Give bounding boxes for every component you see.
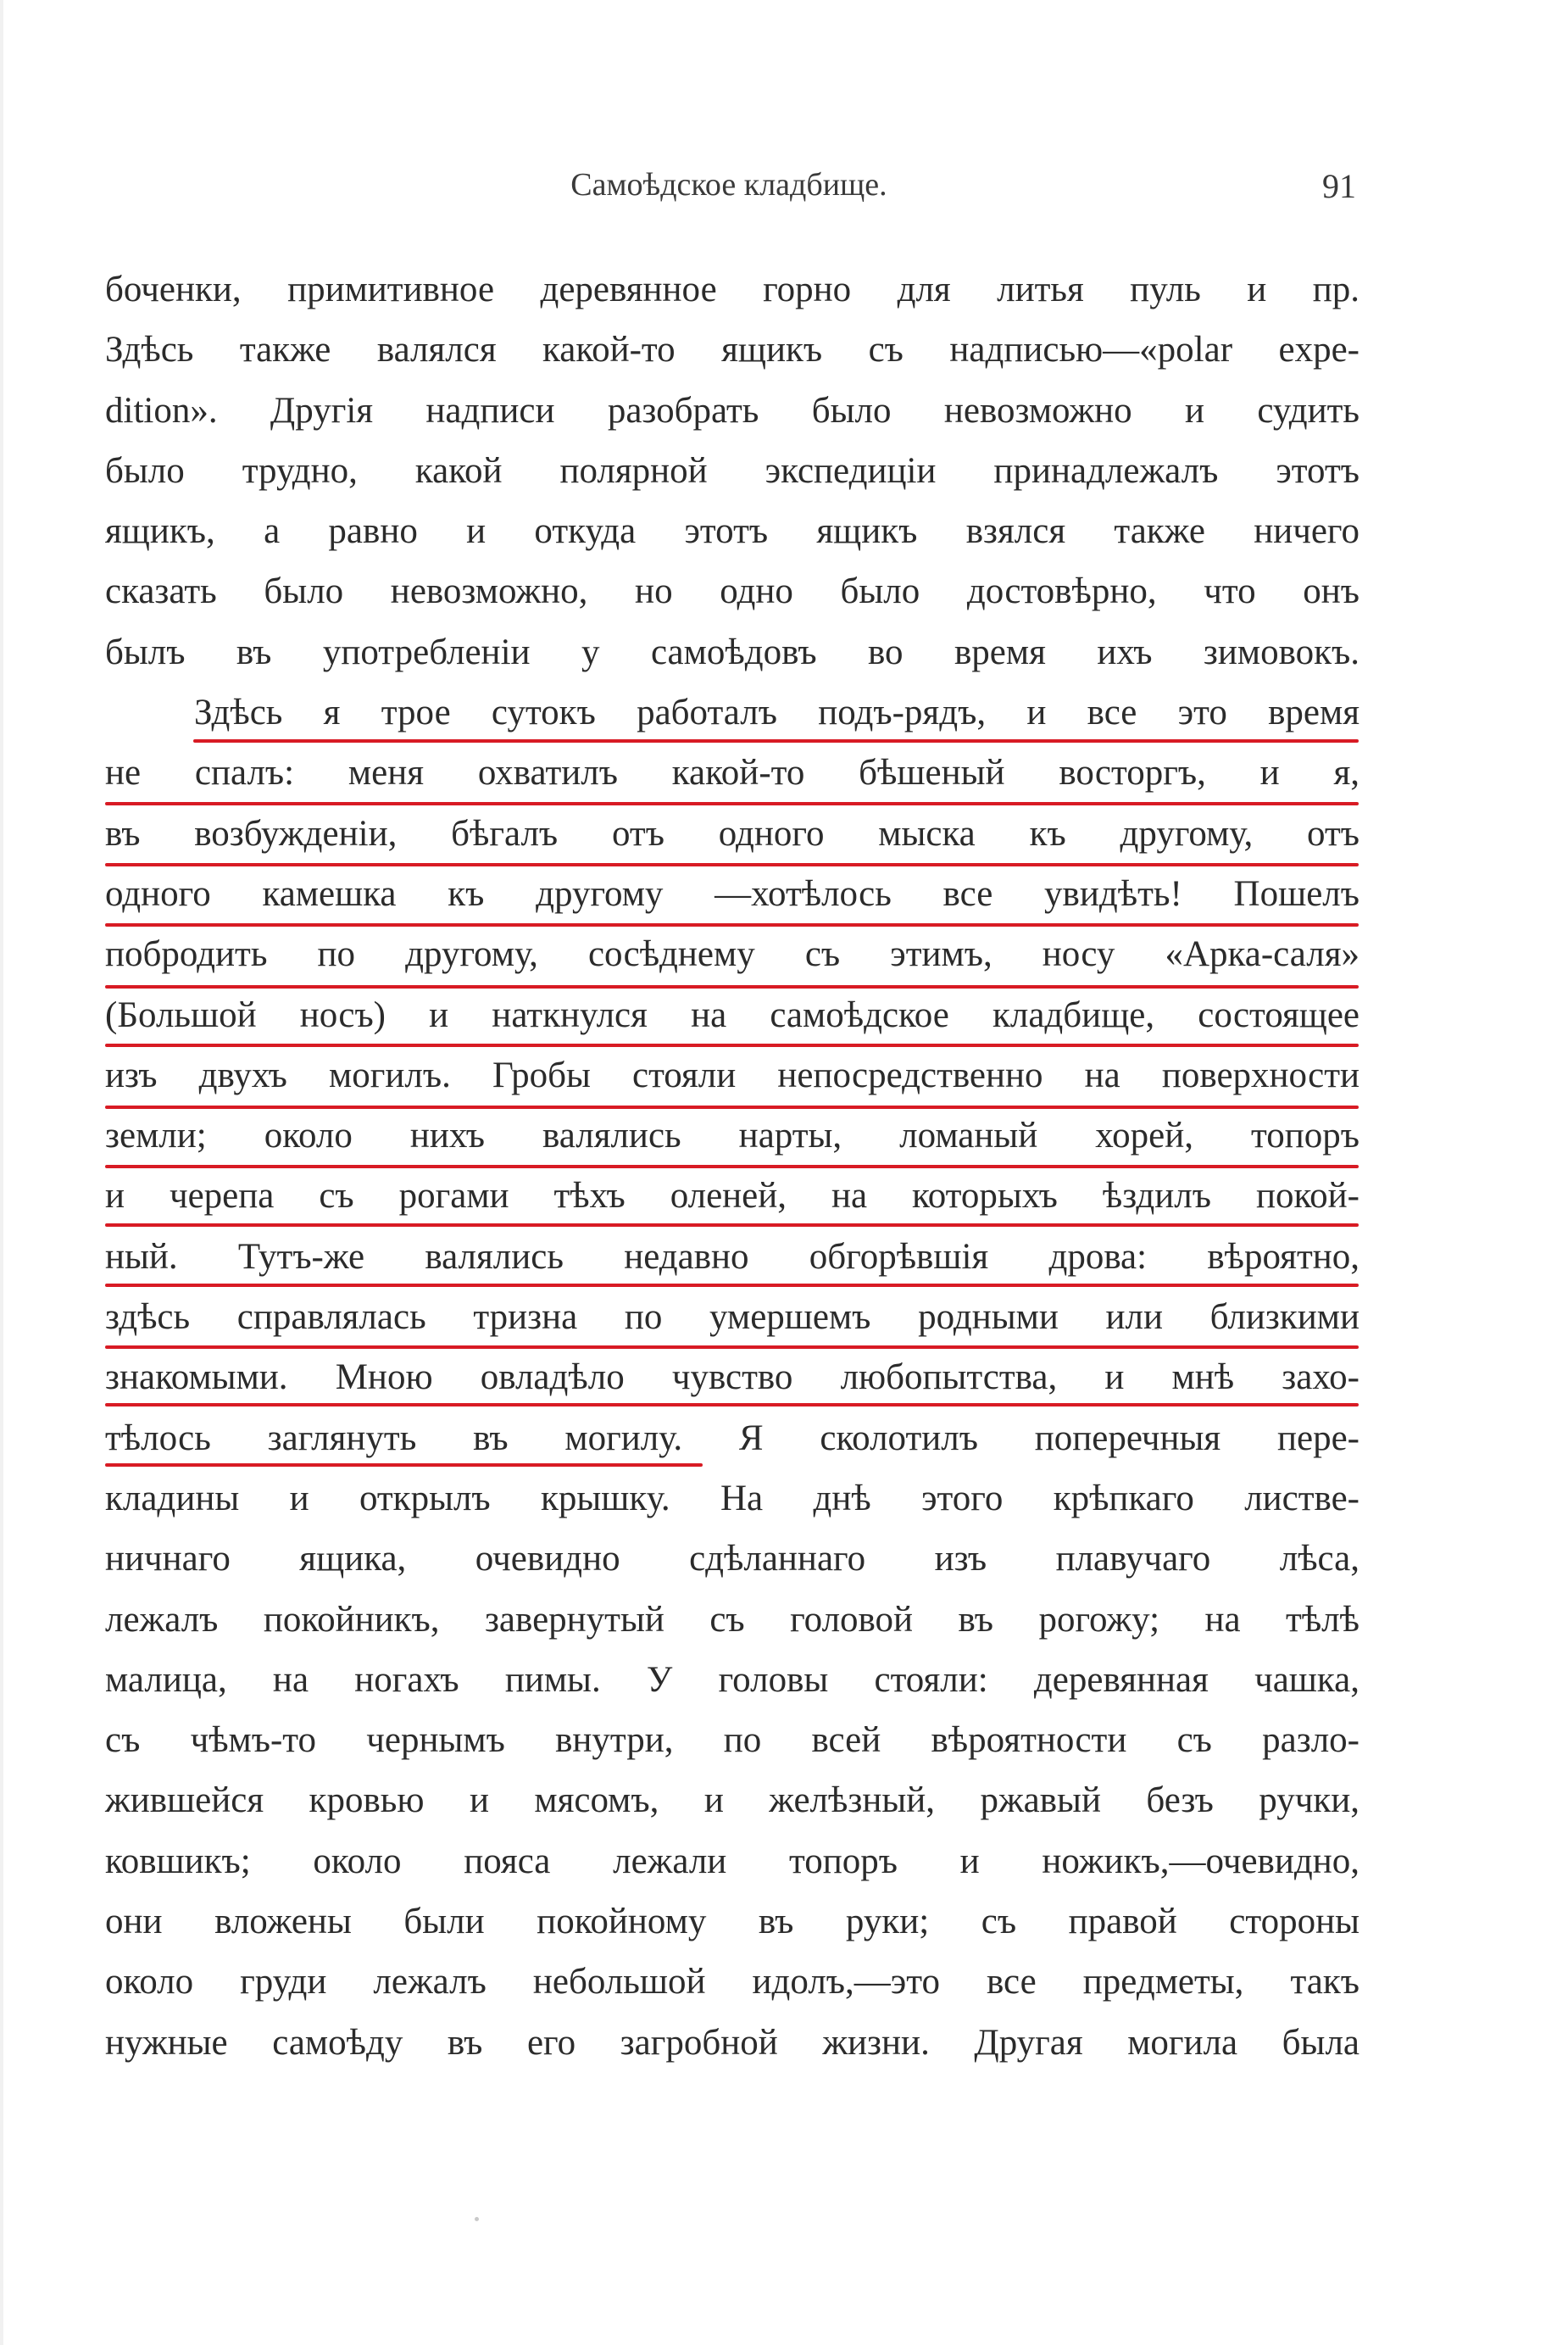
text-line: боченки, примитивное деревянное горно для литья пуль и пр. [105, 270, 1359, 309]
red-underline [105, 802, 1359, 805]
text-line: сказать было невозможно, но одно было достовѣрно, что онъ [105, 571, 1359, 612]
running-header-title: Самоѣдское кладбище. [570, 167, 887, 203]
text-line: жившейся кровью и мясомъ, и желѣзный, ржавый безъ ручки, [105, 1780, 1359, 1821]
text-line: одного камешка къ другому —хотѣлось все увидѣть! Пошелъ [105, 873, 1359, 914]
text-line: знакомыми. Мною овладѣло чувство любопытства, и мнѣ захо- [105, 1357, 1359, 1398]
text-line: они вложены были покойному въ руки; съ правой стороны [105, 1902, 1359, 1942]
text-line: было трудно, какой полярной экспедиціи принадлежалъ этотъ [105, 450, 1359, 491]
red-underline [105, 1165, 1359, 1168]
text-line: не спалъ: меня охватилъ какой-то бѣшеный восторгъ, и я, [105, 753, 1359, 794]
text-line: и черепа съ рогами тѣхъ оленей, на которыхъ ѣздилъ покой- [105, 1176, 1359, 1217]
red-underline [105, 1044, 1359, 1047]
red-underline [105, 863, 1359, 866]
red-underline [193, 739, 1359, 743]
red-underline [105, 1403, 1359, 1406]
red-underline [105, 1106, 1359, 1109]
text-line: изъ двухъ могилъ. Гробы стояли непосредственно на поверхности [105, 1055, 1359, 1095]
red-underline [105, 923, 1359, 927]
text-line: былъ въ употребленіи у самоѣдовъ во время ихъ зимовокъ. [105, 632, 1359, 672]
text-line: ковшикъ; около пояса лежали топоръ и ножикъ,—очевидно, [105, 1841, 1359, 1881]
page-number: 91 [1322, 167, 1356, 205]
text-line: ничнаго ящика, очевидно сдѣланнаго изъ плавучаго лѣса, [105, 1539, 1359, 1579]
red-underline [105, 1284, 1359, 1287]
text-line: ящикъ, а равно и откуда этотъ ящикъ взялся также ничего [105, 511, 1359, 552]
red-underline [105, 1463, 703, 1467]
text-line: Здѣсь также валялся какой-то ящикъ съ надписью—«polar expe- [105, 330, 1359, 370]
red-underline [105, 1345, 1359, 1349]
text-line: малица, на ногахъ пимы. У головы стояли: деревянная чашка, [105, 1659, 1359, 1700]
red-underline [105, 1223, 1359, 1227]
text-line: нужные самоѣду въ его загробной жизни. Другая могила была [105, 2022, 1359, 2063]
text-line: (Большой носъ) и наткнулся на самоѣдское кладбище, состоящее [105, 994, 1359, 1035]
text-line: около груди лежалъ небольшой идолъ,—это все предметы, такъ [105, 1962, 1359, 2002]
text-line: лежалъ покойникъ, завернутый съ головой въ рогожу; на тѣлѣ [105, 1599, 1359, 1640]
paper-speck [475, 2217, 479, 2221]
text-line: въ возбужденіи, бѣгалъ отъ одного мыска къ другому, отъ [105, 813, 1359, 854]
text-line: кладины и открылъ крышку. На днѣ этого крѣпкаго листве- [105, 1478, 1359, 1518]
text-line: земли; около нихъ валялись нарты, ломаный хорей, топоръ [105, 1116, 1359, 1156]
text-line: здѣсь справлялась тризна по умершемъ родными или близкими [105, 1297, 1359, 1338]
text-line: тѣлось заглянуть въ могилу. Я сколотилъ поперечныя пере- [105, 1418, 1359, 1458]
page-edge [0, 0, 3, 2345]
text-line: dition». Другія надписи разобрать было невозможно и судить [105, 390, 1359, 431]
text-line: ный. Тутъ-же валялись недавно обгорѣвшія дрова: вѣроятно, [105, 1236, 1359, 1277]
body-text [105, 267, 1359, 2080]
text-line-paragraph-start: Здѣсь я трое сутокъ работалъ подъ-рядъ, и все это время [194, 693, 1359, 733]
text-line: побродить по другому, сосѣднему съ этимъ, носу «Арка-саля» [105, 934, 1359, 975]
text-line: съ чѣмъ-то чернымъ внутри, по всей вѣроятности съ разло- [105, 1720, 1359, 1761]
red-underline [105, 985, 1359, 989]
